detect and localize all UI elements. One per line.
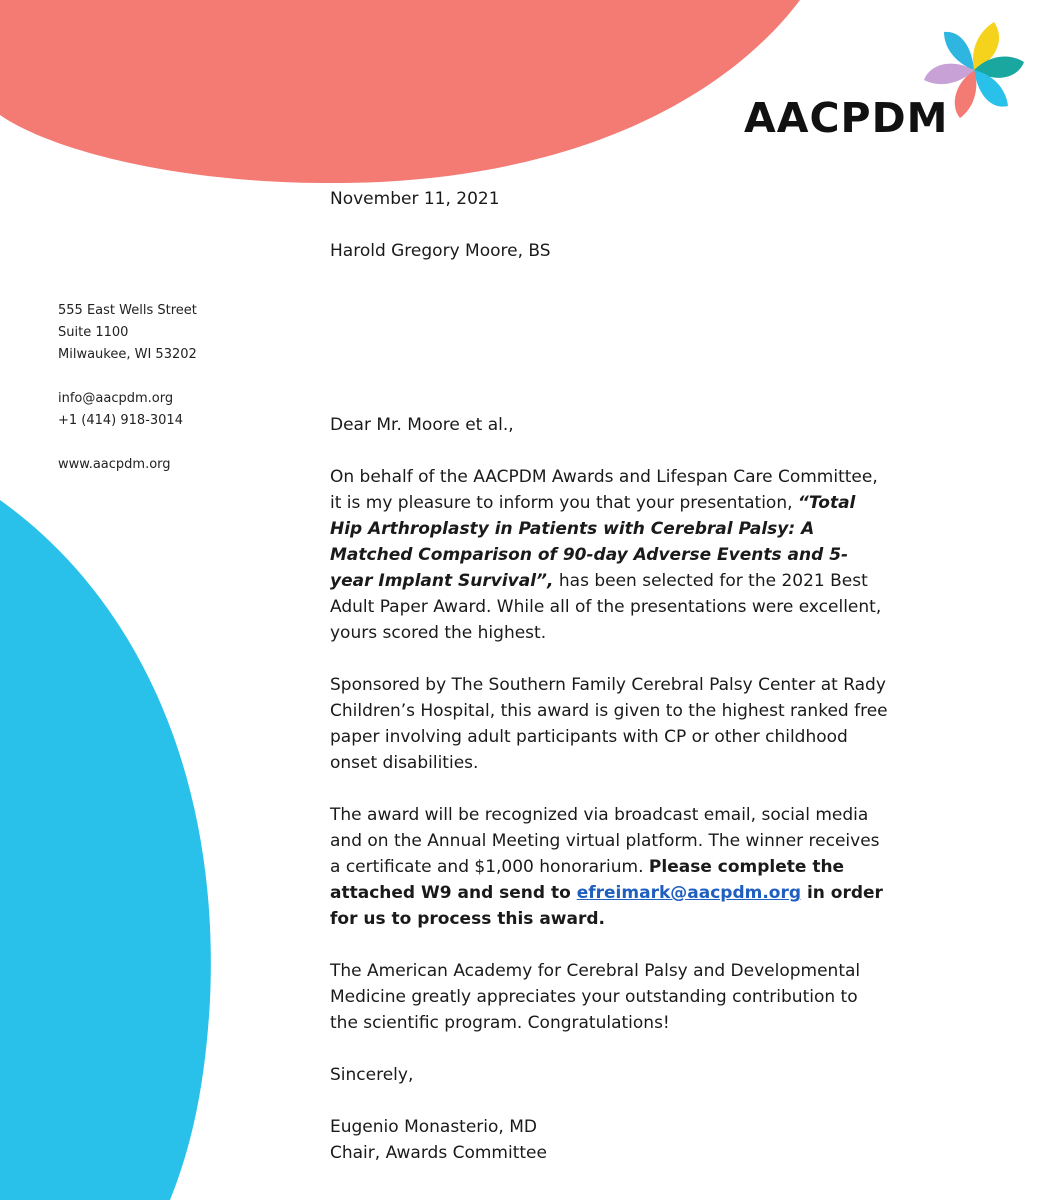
paragraph-recognition-instruction: Please complete the attached W9 and send to [330, 857, 845, 903]
paragraph-sponsor: Sponsored by The Southern Family Cerebral Palsy Center at Rady Children’s Hospital, this award is given to the highest ranked free paper involving adult participants with CP or other childhood onset disabilities. [330, 675, 888, 773]
aacpdm-logo [744, 14, 1044, 144]
contact-email-link[interactable]: efreimark@aacpdm.org [576, 883, 802, 903]
paragraph-appreciation: The American Academy for Cerebral Palsy and Developmental Medicine greatly appreciates your outstanding contribution to the scientific program. Congratulations! [330, 961, 861, 1033]
coral-arc-shape [0, 0, 800, 183]
paragraph-recognition-instruction-end: in order for us to process this award. [330, 883, 883, 929]
letter-date: November 11, 2021 [330, 189, 500, 209]
letter-recipient: Harold Gregory Moore, BS [330, 241, 551, 261]
contact-phone: +1 (414) 918-3014 [58, 413, 183, 428]
paragraph-award-notice [330, 464, 890, 646]
signer-title: Chair, Awards Committee [330, 1143, 547, 1163]
address-line-3: Milwaukee, WI 53202 [58, 347, 197, 362]
letter-body [330, 186, 890, 1166]
letter-salutation: Dear Mr. Moore et al., [330, 415, 514, 435]
sender-address-block [58, 300, 278, 476]
blue-arc-shape [0, 500, 211, 1200]
contact-website: www.aacpdm.org [58, 457, 171, 472]
paragraph-recognition-intro: The award will be recognized via broadcast email, social media and on the Annual Meeting virtual platform. The winner receives a certificate and $1,000 honorarium. [330, 805, 880, 877]
contact-email: info@aacpdm.org [58, 391, 174, 406]
paragraph-award-rest: has been selected for the 2021 Best Adult Paper Award. While all of the presentations were excellent, yours scored the highest. [330, 571, 882, 643]
paragraph-award-intro: On behalf of the AACPDM Awards and Lifespan Care Committee, it is my pleasure to inform you that your presentation, [330, 467, 878, 513]
logo-wordmark: AACPDM [744, 94, 949, 142]
signer-name: Eugenio Monasterio, MD [330, 1117, 537, 1137]
paragraph-recognition [330, 802, 890, 932]
presentation-title: “Total Hip Arthroplasty in Patients with Cerebral Palsy: A Matched Comparison of 90-day Adverse Events and 5-year Implant Survival”, [330, 493, 856, 591]
letter-closing: Sincerely, [330, 1065, 414, 1085]
address-line-1: 555 East Wells Street [58, 303, 197, 318]
address-line-2: Suite 1100 [58, 325, 129, 340]
